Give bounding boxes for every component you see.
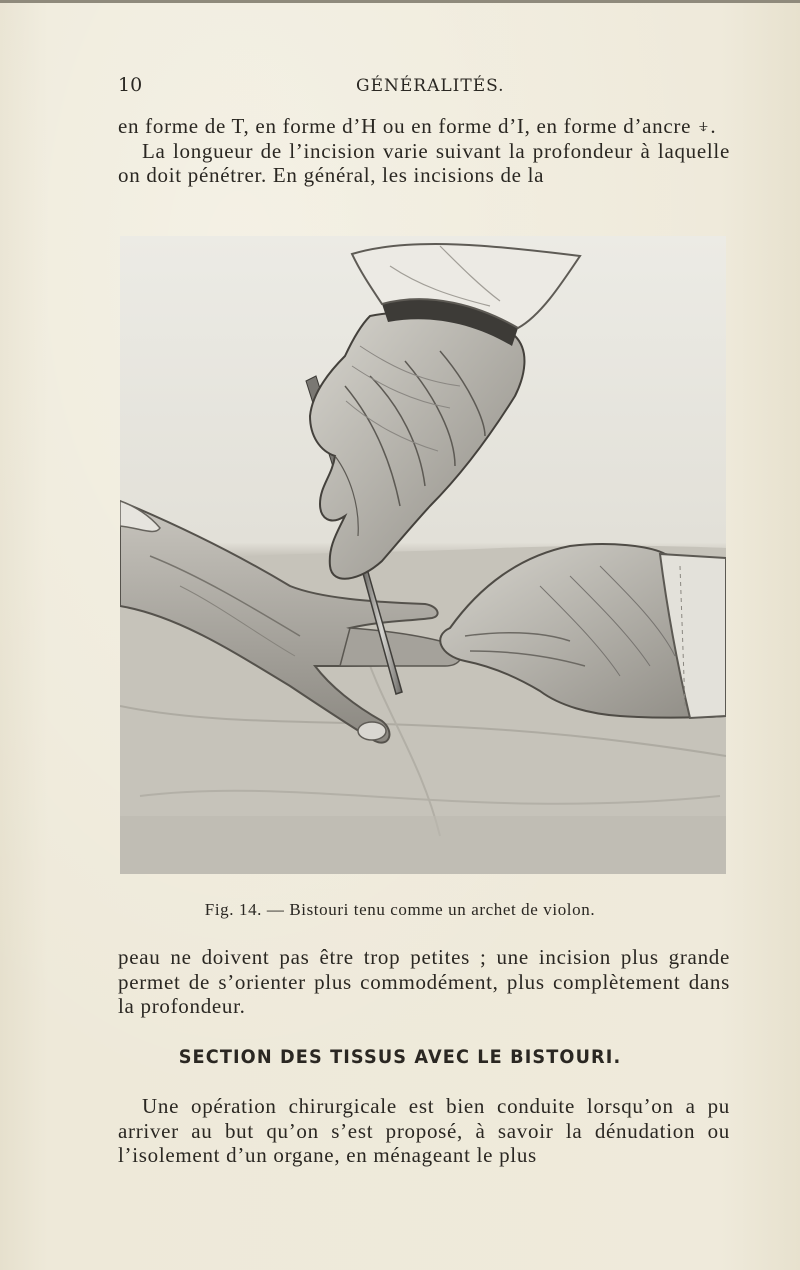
section-heading: SECTION DES TISSUS AVEC LE BISTOURI.: [178, 1046, 622, 1068]
paragraph-continuation: peau ne doivent pas être trop petites ; une incision plus grande permet de s’orienter plus commodément, plus complètement dans la profondeur.: [118, 945, 730, 1018]
running-head: [118, 74, 730, 102]
scalpel-hand-engraving: [120, 236, 726, 874]
continuation-text: [118, 945, 730, 1019]
section-body: [118, 1094, 730, 1168]
paragraph-incision-length: La longueur de l’incision varie suivant la profondeur à laquelle on doit pénétrer. En général, les incisions de la: [118, 138, 730, 187]
section-paragraph: Une opération chirurgicale est bien conduite lorsqu’on a pu arriver au but qu’on s’est proposé, à savoir la dénudation ou l’isolement d’un organe, en ménageant le plus: [118, 1094, 730, 1167]
running-title: GÉNÉRALITÉS.: [356, 76, 505, 96]
page-top-edge: [0, 0, 800, 3]
opening-text: [118, 114, 730, 188]
page-number: 10: [118, 74, 143, 96]
figure-illustration: [120, 236, 726, 874]
paragraph-incision-shapes: en forme de T, en forme d’H ou en forme d’I, en forme d’ancre ⍖.: [118, 114, 717, 138]
figure-caption: Fig. 14. — Bistouri tenu comme un archet de violon.: [204, 900, 596, 919]
